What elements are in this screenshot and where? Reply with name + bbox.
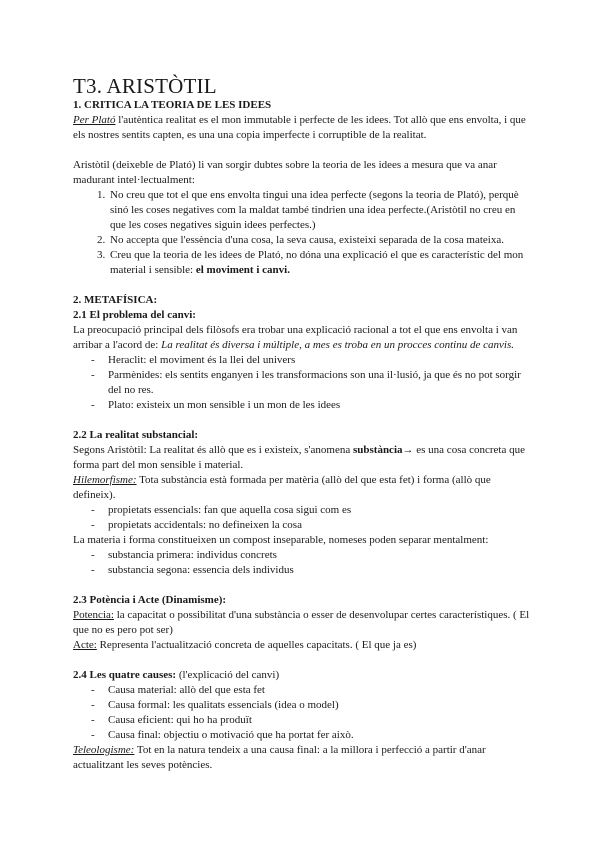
paragraph-text: Representa l'actualització concreta de aquelles capacitats. ( El que ja es) [96,639,417,651]
subsection-2-4-paragraph [73,743,530,773]
list-item-bold: el moviment i canvi. [195,264,290,276]
list-item: 2. No accepta que l'essència d'una cosa, la seva causa, existeixi separada de la cosa mateixa. [108,233,530,248]
list-item-text: Creu que la teoria de les idees de Plató, no dóna una explicació el que es característic del mon material i sensible: [110,249,524,276]
list-item: - Parmènides: els sentits enganyen i les transformacions son una il·lusió, ja que és no pot sorgir del no res. [73,368,530,398]
paragraph-text: la capacitat o possibilitat d'una substància o esser de desenvolupar certes característiques. ( El que no es pero pot ser) [73,609,530,636]
section-1-list [73,188,530,278]
list-item: 1. No creu que tot el que ens envolta tingui una idea perfecte (segons la teoria de Plató), perquè sinó les coses negatives com la maldat també tindrien una idea perfecte.(Aristòtil no creu en que les coses negatives siguin idees perfectes.) [108,188,530,233]
list-item: - Causa formal: les qualitats essencials (idea o model) [73,698,530,713]
paragraph-text: La preocupació principal dels filòsofs era trobar una explicació racional a tot el que ens envolta i van arribar a l'acord de: [73,324,518,351]
subsection-2-4-list [73,683,530,743]
list-item: - substancia segona: essencia dels individus [73,563,530,578]
list-item: - Causa final: objectiu o motivació que ha portat fer això. [73,728,530,743]
list-item: - propietats essencials: fan que aquella cosa sigui com es [73,503,530,518]
paragraph-italic: La realitat és diversa i múltiple, a mes es troba en un procces continu de canvis. [161,339,514,351]
subsection-2-2-list-1 [73,503,530,533]
spacer [73,278,530,293]
subsection-2-2-paragraph-3: La materia i forma constitueixen un compost inseparable, nomeses poden separar mentalment: [73,534,489,546]
subsection-2-2-heading: 2.2 La realitat substancial: [73,429,199,441]
subsection-2-3-paragraph-2 [73,638,530,653]
paragraph-text: Tota substància està formada per matèria (allò del que esta fet) i forma (allò que defineix). [73,474,491,501]
subsection-2-3-heading: 2.3 Potència i Acte (Dinamisme): [73,594,227,606]
hilemorfisme-label: Hilemorfisme: [73,474,137,486]
paragraph-text: → es una cosa concreta que forma part del mon sensible i material. [73,444,525,471]
section-1-paragraph-plato [73,113,530,143]
section-1-paragraph-aristotle: Aristòtil (deixeble de Plató) li van sorgir dubtes sobre la teoria de les idees a mesura que va anar madurant intel·lectualment: [73,159,497,186]
document-title: T3. ARISTÒTIL [73,74,217,98]
section-2-heading: 2. METAFÍSICA: [73,294,158,306]
list-item: - Causa eficient: qui ho ha produït [73,713,530,728]
list-item: - Heraclit: el moviment és la llei del univers [73,353,530,368]
list-item: - Plato: existeix un mon sensible i un mon de les idees [73,398,530,413]
spacer [73,653,530,668]
paragraph-text: Tot en la natura tendeix a una causa final: a la millora i perfecció a partir d'anar actualitzant les seves potències. [73,744,486,771]
list-item: - substancia primera: individus concrets [73,548,530,563]
paragraph-text: Segons Aristòtil: La realitat és allò que es i existeix, s'anomena [73,444,353,456]
heading-rest: (l'explicació del canvi) [176,669,280,681]
substancia-bold: substància [352,444,403,456]
spacer [73,578,530,593]
subsection-2-3-paragraph-1 [73,608,530,638]
subsection-2-2-paragraph-2 [73,473,530,503]
teleologisme-label: Teleologisme: [73,744,135,756]
subsection-2-2-paragraph-1 [73,443,530,473]
heading-bold: 2.4 Les quatre causes: [73,669,177,681]
subsection-2-1-paragraph [73,323,530,353]
subsection-2-1-heading: 2.1 El problema del canvi: [73,309,196,321]
plato-label: Per Plató [73,114,116,126]
spacer [73,413,530,428]
subsection-2-2-list-2 [73,548,530,578]
potencia-label: Potencia: [73,609,114,621]
subsection-2-1-list [73,353,530,413]
list-item: - propietats accidentals: no defineixen la cosa [73,518,530,533]
list-item [108,248,530,278]
section-1-heading: 1. CRITICA LA TEORIA DE LES IDEES [73,99,272,111]
list-item: - Causa material: allò del que esta fet [73,683,530,698]
subsection-2-4-heading [73,668,530,683]
plato-text: l'autèntica realitat es el mon immutable i perfecte de les idees. Tot allò que ens envolta, i que els nostres sentits capten, es una una copia imperfecte i corruptible de la realitat. [73,114,526,141]
acte-label: Acte: [73,639,97,651]
spacer [73,143,530,158]
